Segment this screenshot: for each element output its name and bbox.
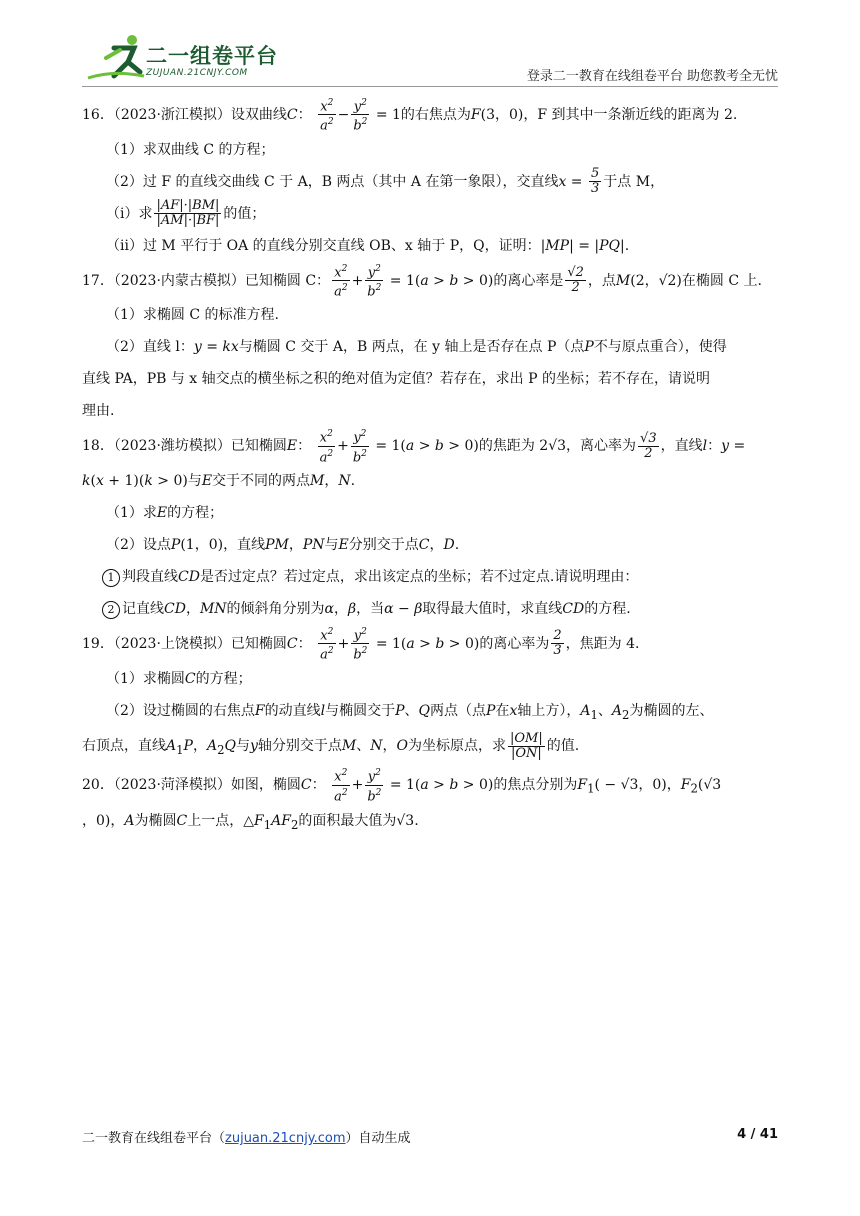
question-17: 17．（2023·内蒙古模拟）已知椭圆 C： $\frac{x^2}{a^2}$ + $\frac{y^2}{b^2}$ = 1(a > b > 0)的离心率是 $\frac{√2}{2}$ ，点M(2，√2)在椭圆 C 上. [82, 263, 762, 300]
page-footer [82, 1127, 778, 1146]
q19-part1: （1）求椭圆C的方程； [106, 670, 252, 687]
header-divider [82, 86, 778, 87]
page-header [0, 0, 860, 90]
q18-part2: （2）设点P(1，0)，直线PM，PN与E分别交于点C，D. [106, 536, 460, 553]
q18-part2-1: 1 判段直线CD是否过定点？若过定点，求出该定点的坐标；若不过定点.请说明理由： [82, 561, 782, 593]
q17-part2-cont: 直线 PA，PB 与 x 轴交点的横坐标之积的绝对值为定值？若存在，求出 P 的坐标；若不存在，请说明 [82, 371, 710, 388]
q16-part2: （2）过 F 的直线交曲线 C 于 A，B 两点（其中 A 在第一象限），交直线x = $\frac{5}{3}$ 于点 M， [106, 166, 665, 197]
q18-part2-2: 2 记直线CD，MN的倾斜角分别为α，β，当α − β取得最大值时，求直线CD的方程. [82, 593, 782, 625]
page-number: 4 / 41 [737, 1127, 778, 1142]
question-18: 18．（2023·潍坊模拟）已知椭圆E： $\frac{x^2}{a^2}$ + $\frac{y^2}{b^2}$ = 1(a > b > 0)的焦距为 2√3，离心率为 $\frac{√3}{2}$ ，直线l：y = [82, 429, 746, 465]
q16-part2-i: （i）求 $\frac{|AF|\cdot|BM|}{|AM|\cdot|BF|}$ 的值； [106, 198, 266, 229]
q16-part1: （1）求双曲线 C 的方程； [106, 141, 275, 158]
question-20: 20．（2023·菏泽模拟）如图，椭圆C： $\frac{x^2}{a^2}$ + $\frac{y^2}{b^2}$ = 1(a > b > 0)的焦点分别为$F_1( - √3$，0)，$F_2(√3$ [82, 768, 722, 804]
question-19: 19．（2023·上饶模拟）已知椭圆C： $\frac{x^2}{a^2}$ + $\frac{y^2}{b^2}$ = 1(a > b > 0)的离心率为 $\frac{2}{3}$ ，焦距为 4. [82, 626, 640, 663]
q18-cont: k(x + 1)(k > 0)与E交于不同的两点M，N. [82, 472, 356, 489]
logo-subtitle: ZUJUAN.21CNJY.COM [146, 68, 248, 78]
footer-link[interactable]: zujuan.21cnjy.com [225, 1131, 346, 1146]
q17-part2-end: 理由. [82, 403, 115, 420]
q19-part2: （2）设过椭圆的右焦点F的动直线l与椭圆交于P、Q两点（点P在x轴上方），$A_1$、$A_2$为椭圆的左、 [106, 702, 714, 722]
footer-suffix: ）自动生成 [345, 1131, 411, 1146]
q19-part2-cont: 右顶点，直线$A_1P$，$A_2Q$与y轴分别交于点M、N，O为坐标原点，求 $\frac{|OM|}{|ON|}$ 的值. [82, 730, 580, 761]
q18-part1: （1）求E的方程； [106, 504, 224, 521]
q20-cont: ，0)，A为椭圆C上一点，$\triangle F_1AF_2$的面积最大值为√3. [82, 812, 419, 832]
document-body [82, 96, 782, 841]
q16-part2-ii: （ii）过 M 平行于 OA 的直线分别交直线 OB、x 轴于 P，Q，证明：|MP| = |PQ|. [106, 237, 630, 254]
header-slogan: 登录二一教育在线组卷平台 助您教考全无忧 [526, 69, 778, 84]
q17-part2: （2）直线 l：y = kx与椭圆 C 交于 A，B 两点，在 y 轴上是否存在点 P（点P不与原点重合），使得 [106, 339, 727, 356]
footer-text: 二一教育在线组卷平台（ [82, 1131, 226, 1146]
q17-part1: （1）求椭圆 C 的标准方程. [106, 307, 279, 324]
question-16: 16．（2023·浙江模拟）设双曲线C： $\frac{x^2}{a^2}$ − $\frac{y^2}{b^2}$ = 1的右焦点为F(3，0)，F 到其中一条渐近线的距离为 2. [82, 98, 738, 134]
logo-title: 二一组卷平台 [146, 44, 278, 68]
